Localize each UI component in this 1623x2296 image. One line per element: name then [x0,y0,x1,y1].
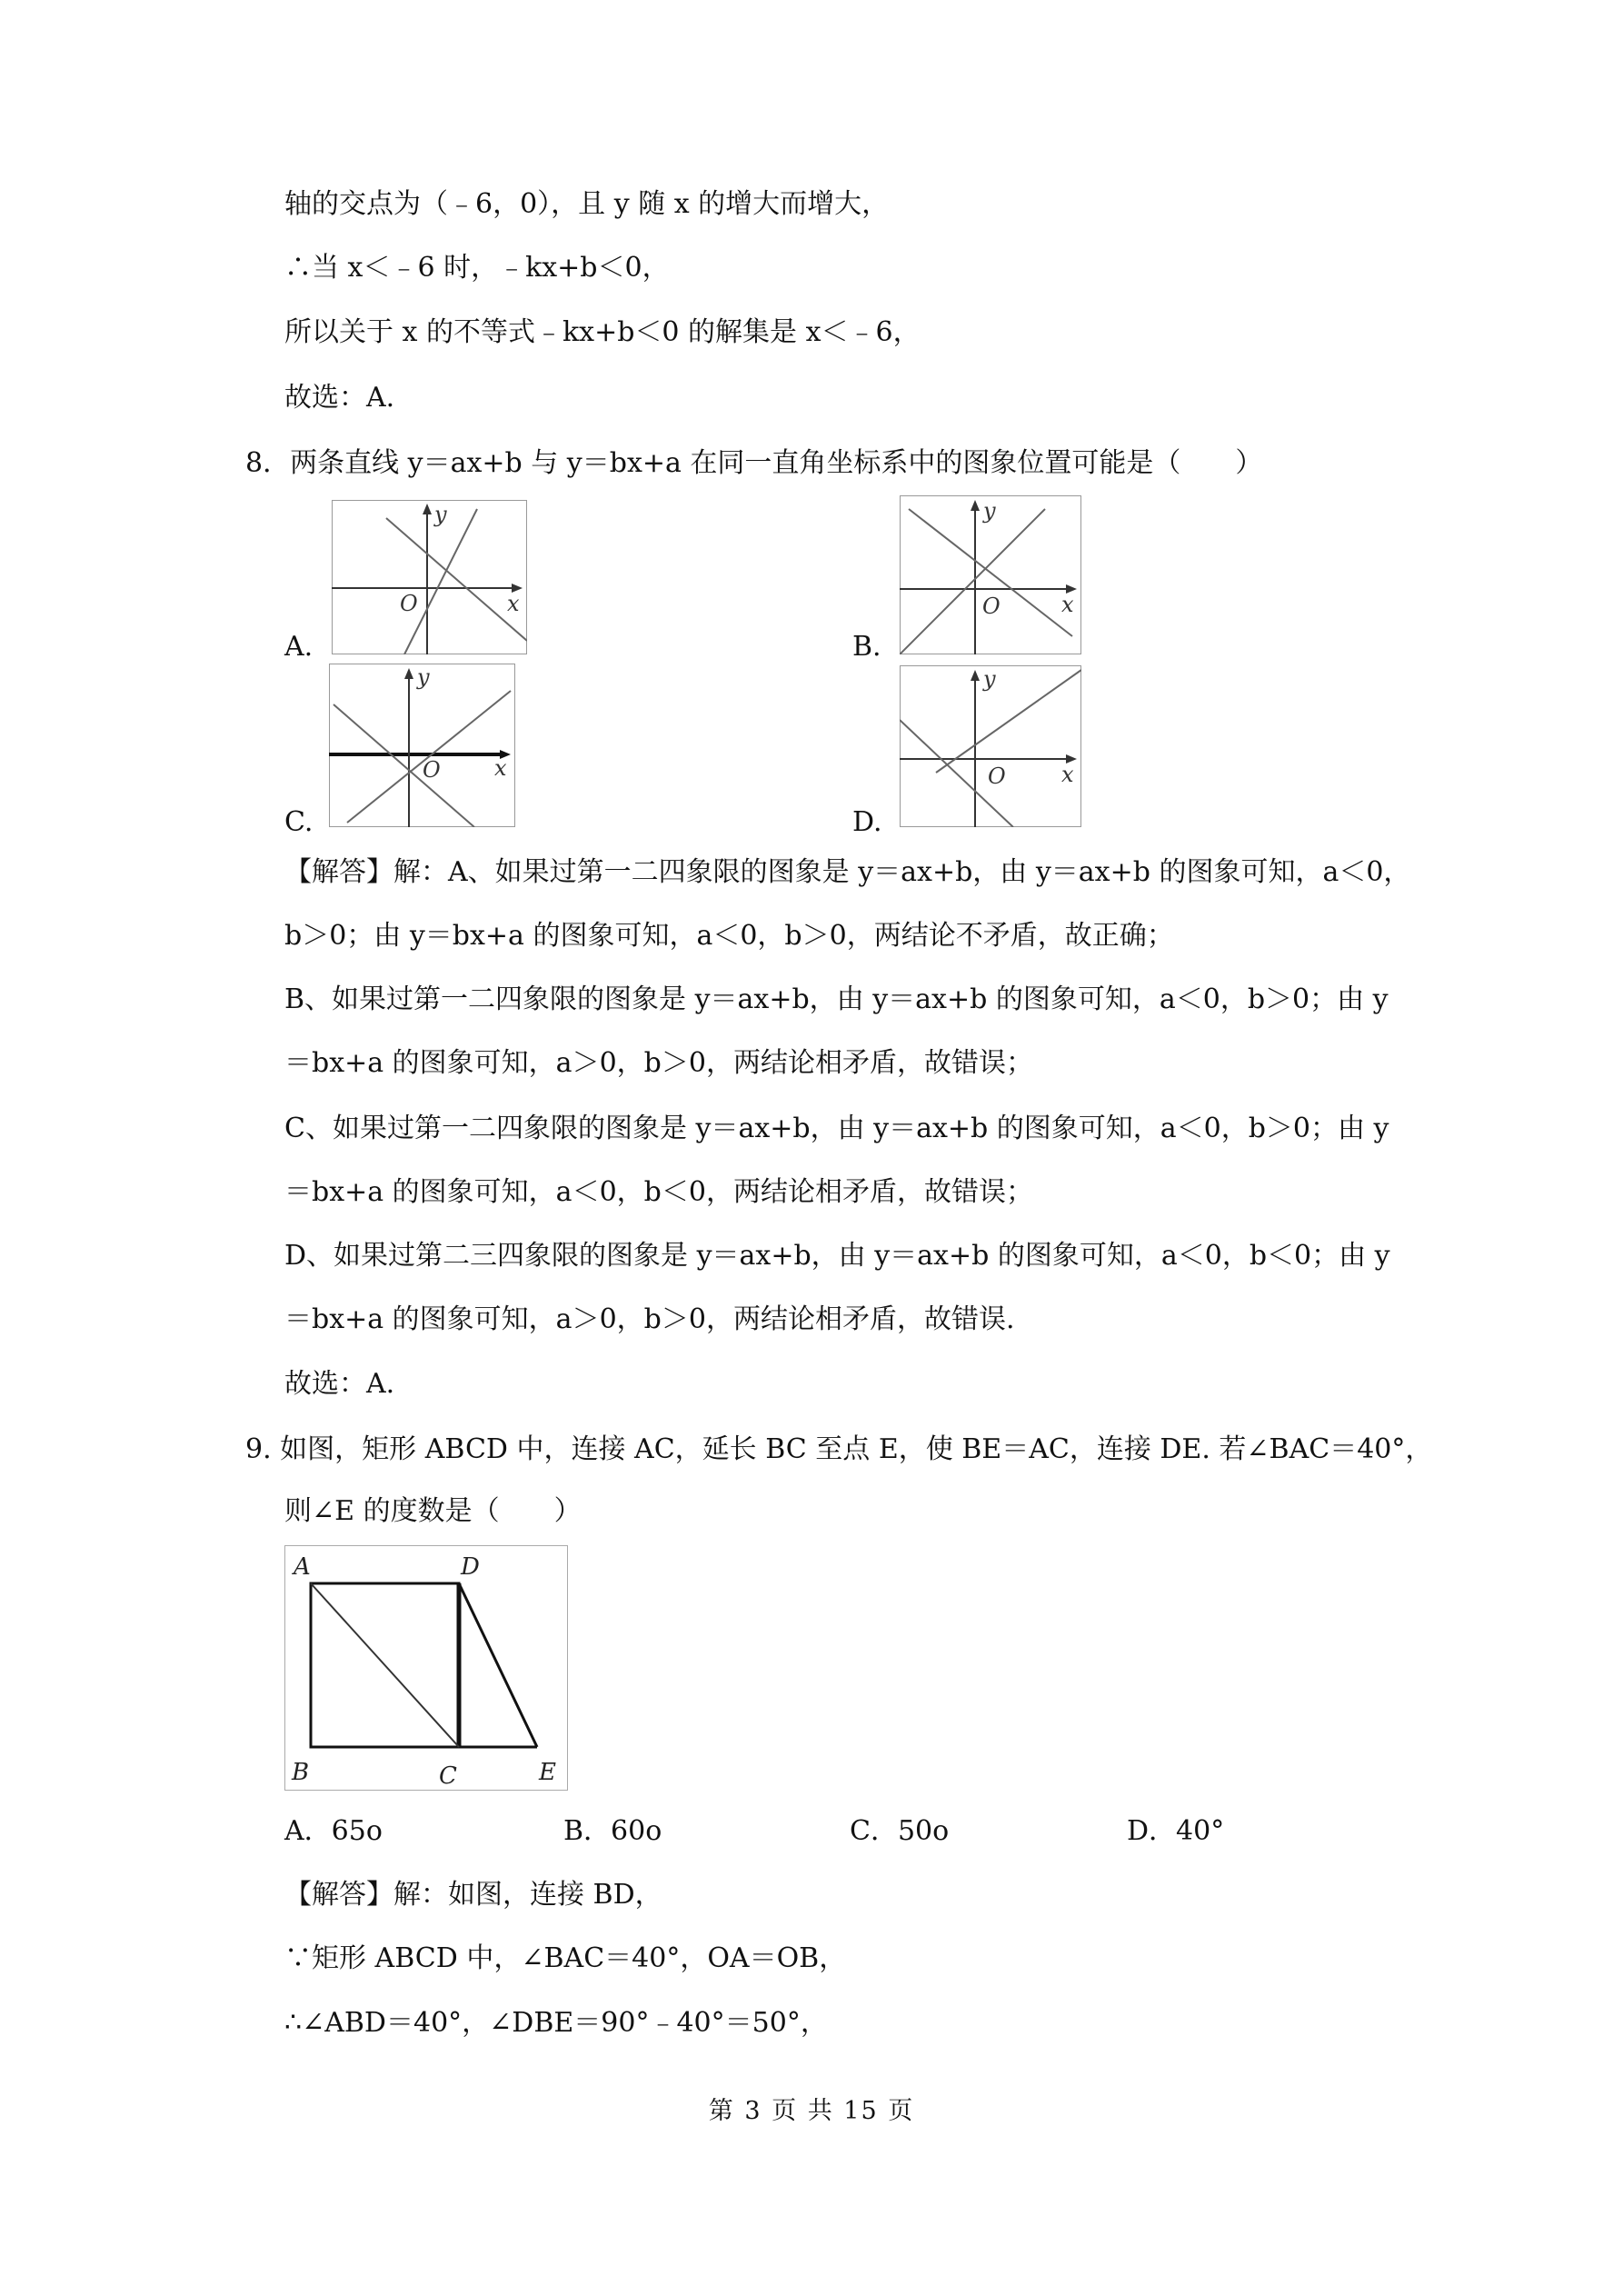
choice-b: B．60o [563,1815,662,1847]
graph-option-d [900,665,1081,827]
text-line: ∴当 x＜﹣6 时，﹣kx+b＜0， [284,252,670,284]
vertex-d-label: D [461,1553,480,1581]
option-d-label: D. [852,806,882,838]
question-9-cont: 则∠E 的度数是（ ） [284,1495,582,1527]
graph-option-b [900,495,1081,654]
choice-d: D．40° [1127,1815,1225,1847]
x-axis-label: x [507,591,520,616]
graph-option-a [332,500,527,654]
solution-line: C、如果过第一二四象限的图象是 y＝ax+b，由 y＝ax+b 的图象可知，a＜0，b＞0；由 y [284,1113,1389,1144]
question-8: 8．两条直线 y＝ax+b 与 y＝bx+a 在同一直角坐标系中的图象位置可能是（ ） [245,447,1263,479]
choice-a: A．65o [284,1815,383,1847]
vertex-b-label: B [292,1759,310,1786]
solution-line: ＝bx+a 的图象可知，a＞0，b＞0，两结论相矛盾，故错误. [284,1303,1015,1335]
y-axis-label: y [434,502,447,527]
x-axis-label: x [494,755,507,781]
rectangle-figure [284,1545,568,1798]
vertex-c-label: C [439,1762,457,1790]
solution-line: B、如果过第一二四象限的图象是 y＝ax+b，由 y＝ax+b 的图象可知，a＜0，b＞0；由 y [284,983,1389,1015]
solution-line: D、如果过第二三四象限的图象是 y＝ax+b，由 y＝ax+b 的图象可知，a＜0，b＜0；由 y [284,1240,1390,1272]
origin-label: O [982,594,1001,619]
solution-line: 【解答】解：A、如果过第一二四象限的图象是 y＝ax+b，由 y＝ax+b 的图象可知，a＜0， [284,856,1411,888]
option-b-label: B. [852,631,881,663]
solution-line: ∵矩形 ABCD 中，∠BAC＝40°，OA＝OB， [284,1942,847,1974]
x-axis-label: x [1061,592,1074,617]
vertex-a-label: A [294,1553,311,1581]
choice-c: C．50o [850,1815,950,1847]
solution-line: b＞0；由 y＝bx+a 的图象可知，a＜0，b＞0，两结论不矛盾，故正确； [284,920,1174,952]
origin-label: O [988,764,1006,789]
y-axis-label: y [983,498,996,524]
option-a-label: A. [284,631,314,663]
vertex-e-label: E [539,1759,556,1786]
solution-line: 【解答】解：如图，连接 BD， [284,1879,662,1911]
solution-line: ＝bx+a 的图象可知，a＞0，b＞0，两结论相矛盾，故错误； [284,1047,1033,1079]
option-c-label: C. [284,806,314,838]
origin-label: O [423,757,441,783]
origin-label: O [400,591,418,616]
graph-option-c [329,664,515,827]
page-number: 第 3 页 共 15 页 [708,2097,915,2125]
question-9: 9. 如图，矩形 ABCD 中，连接 AC，延长 BC 至点 E，使 BE＝AC，连接 DE. 若∠BAC＝40°， [245,1433,1433,1465]
text-line: 轴的交点为（﹣6，0），且 y 随 x 的增大而增大， [284,188,890,220]
solution-line: 故选：A. [284,1368,395,1400]
solution-line: ＝bx+a 的图象可知，a＜0，b＜0，两结论相矛盾，故错误； [284,1176,1033,1208]
text-line: 故选：A. [284,382,395,414]
x-axis-label: x [1061,762,1074,787]
text-line: 所以关于 x 的不等式﹣kx+b＜0 的解集是 x＜﹣6， [284,316,921,348]
y-axis-label: y [983,666,996,692]
y-axis-label: y [417,664,430,690]
solution-line: ∴∠ABD＝40°，∠DBE＝90°﹣40°＝50°， [284,2007,828,2039]
